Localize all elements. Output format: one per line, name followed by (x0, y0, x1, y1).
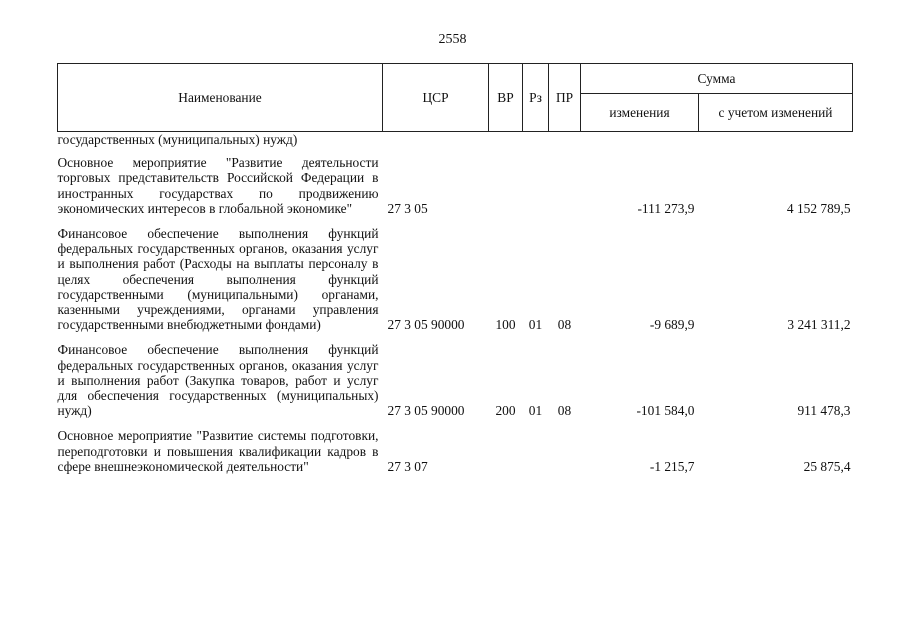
row-name (58, 342, 383, 428)
header-sum: Сумма (581, 64, 853, 94)
row-pr (549, 428, 581, 484)
row-total: 911 478,3 (797, 403, 851, 419)
table-body (58, 132, 853, 485)
row-vr (489, 132, 523, 156)
table-row (58, 428, 853, 484)
row-total (699, 132, 853, 156)
row-rz: 01 (528, 317, 543, 333)
row-pr (549, 132, 581, 156)
header-with-change: с учетом изменений (699, 94, 853, 132)
row-name-text: Финансовое обеспечение выполнения функций федеральных государственных органов, оказания услуг и выполнения работ (Расходы на выплаты персоналу в целях обеспечения выполнения функций государственными (муниципальными) органами, казенными учреждениями, органами управления государственными внебюджетными фондами) (57, 226, 379, 333)
row-vr (489, 428, 523, 484)
row-pr: 08 (557, 403, 572, 419)
table-row (58, 132, 853, 156)
row-csr (383, 132, 489, 156)
budget-table (57, 63, 853, 484)
row-change: -1 215,7 (649, 458, 695, 474)
row-csr: 27 3 07 (387, 458, 428, 474)
header-rz: Рз (523, 64, 549, 132)
row-csr: 27 3 05 90000 (387, 403, 465, 419)
row-pr: 08 (557, 317, 572, 333)
table-row (58, 155, 853, 226)
table-header (58, 64, 853, 132)
row-change: -9 689,9 (649, 317, 695, 333)
row-vr (489, 155, 523, 226)
header-vr: ВР (489, 64, 523, 132)
row-total: 4 152 789,5 (786, 200, 851, 216)
row-pr (549, 155, 581, 226)
header-pr: ПР (549, 64, 581, 132)
row-vr: 100 (495, 317, 516, 333)
row-name: государственных (муниципальных) нужд) (57, 132, 298, 147)
row-name-text: Основное мероприятие "Развитие деятельности торговых представительств Российской Федерации в иностранных государствах по продвижению экономических интересов в глобальной экономике" (57, 155, 379, 216)
row-csr: 27 3 05 (387, 200, 428, 216)
row-change: -101 584,0 (636, 403, 695, 419)
table-row (58, 342, 853, 428)
header-change: изменения (581, 94, 699, 132)
row-change: -111 273,9 (637, 200, 695, 216)
row-name (58, 155, 383, 226)
row-total: 25 875,4 (803, 458, 851, 474)
row-rz: 01 (528, 403, 543, 419)
page-number: 2558 (438, 32, 467, 47)
row-name (58, 428, 383, 484)
row-name (58, 226, 383, 342)
row-csr: 27 3 05 90000 (387, 317, 465, 333)
row-total: 3 241 311,2 (787, 317, 851, 333)
row-rz (523, 132, 549, 156)
header-csr: ЦСР (383, 64, 489, 132)
row-vr: 200 (495, 403, 516, 419)
row-name-text: Основное мероприятие "Развитие системы подготовки, переподготовки и повышения квалификации кадров в сфере внешнеэкономической деятельности" (57, 428, 379, 474)
row-name-text: Финансовое обеспечение выполнения функций федеральных государственных органов, оказания услуг и выполнения работ (Закупка товаров, работ и услуг для обеспечения государственных (муниципальных) нужд) (57, 342, 379, 419)
row-rz (523, 428, 549, 484)
table-row (58, 226, 853, 342)
header-name: Наименование (58, 64, 383, 132)
row-change (581, 132, 699, 156)
row-rz (523, 155, 549, 226)
